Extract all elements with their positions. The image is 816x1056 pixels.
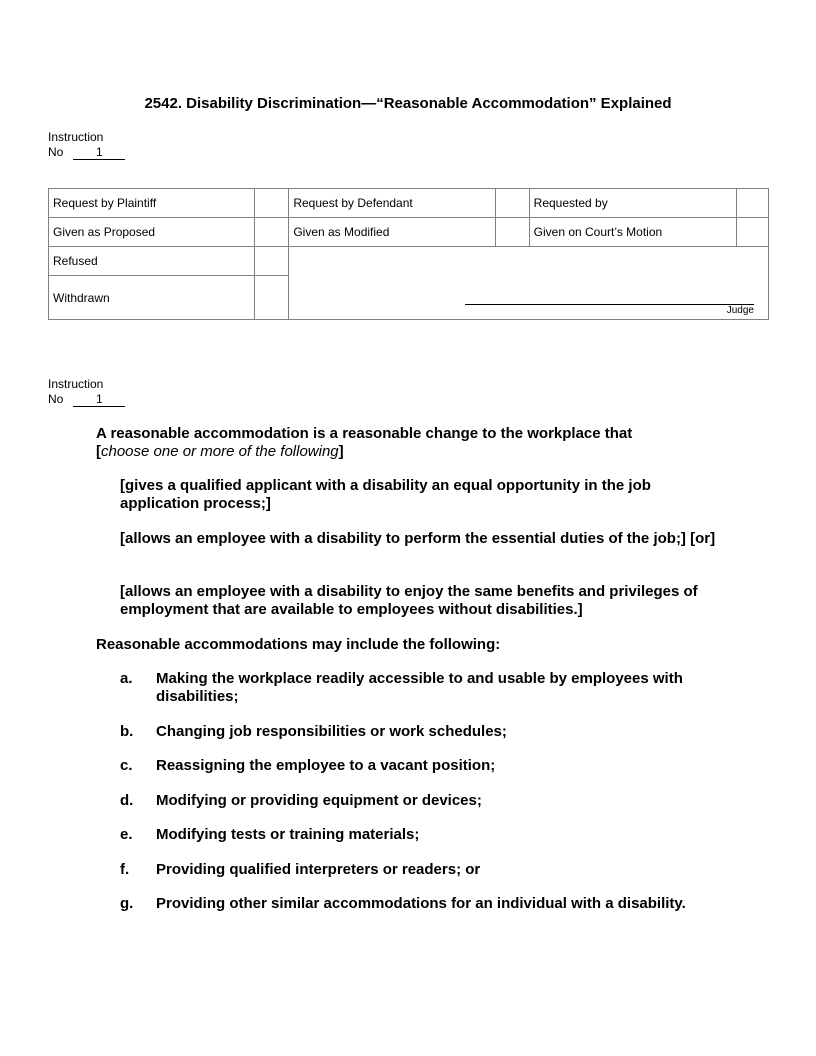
list-letter: g. xyxy=(120,895,134,912)
bracket-open: [ xyxy=(96,443,101,460)
list-text: Changing job responsibilities or work schedules; xyxy=(156,723,507,740)
instruction-label: Instruction xyxy=(48,130,104,144)
instruction-no-label: No xyxy=(48,392,64,406)
list-text: Modifying tests or training materials; xyxy=(156,826,420,843)
option-paragraph: [gives a qualified applicant with a disability an equal opportunity in the job application process;] xyxy=(120,477,651,512)
option-paragraph: [allows an employee with a disability to perform the essential duties of the job;] [or] xyxy=(120,530,716,547)
intro-paragraph xyxy=(96,425,726,461)
withdrawn-box[interactable] xyxy=(255,276,289,320)
request-table xyxy=(48,188,769,320)
bracket-close: ] xyxy=(338,443,344,460)
request-by-defendant-label: Request by Defendant xyxy=(289,189,495,218)
list-letter: c. xyxy=(120,757,133,774)
list-letter: b. xyxy=(120,723,134,740)
requested-by-label: Requested by xyxy=(529,189,736,218)
intro-text: A reasonable accommodation is a reasonable change to the workplace that xyxy=(96,425,633,442)
instruction-no-value: 1 xyxy=(73,392,125,407)
refused-label: Refused xyxy=(49,247,255,276)
list-text: Reassigning the employee to a vacant position; xyxy=(156,757,496,774)
request-by-defendant-box[interactable] xyxy=(495,189,529,218)
judge-signature-line[interactable] xyxy=(465,304,754,305)
list-intro: Reasonable accommodations may include the following: xyxy=(96,636,501,653)
list-text: Providing other similar accommodations for an individual with a disability. xyxy=(156,895,686,912)
list-letter: f. xyxy=(120,861,130,878)
page-title: 2542. Disability Discrimination—“Reasonable Accommodation” Explained xyxy=(144,95,672,112)
list-text: Making the workplace readily accessible to and usable by employees with disabilities; xyxy=(156,670,683,705)
instruction-no-value: 1 xyxy=(73,145,125,160)
list-letter: a. xyxy=(120,670,133,687)
given-as-modified-label: Given as Modified xyxy=(289,218,495,247)
given-as-modified-box[interactable] xyxy=(495,218,529,247)
given-on-courts-motion-label: Given on Court’s Motion xyxy=(529,218,736,247)
request-by-plaintiff-label: Request by Plaintiff xyxy=(49,189,255,218)
refused-box[interactable] xyxy=(255,247,289,276)
instruction-label: Instruction xyxy=(48,377,104,391)
choose-instruction: choose one or more of the following xyxy=(101,443,339,460)
instruction-number-top xyxy=(48,130,125,160)
list-letter: e. xyxy=(120,826,133,843)
instruction-number-bottom xyxy=(48,377,125,407)
instruction-no-label: No xyxy=(48,145,64,159)
list-letter: d. xyxy=(120,792,134,809)
given-as-proposed-label: Given as Proposed xyxy=(49,218,255,247)
option-paragraph: [allows an employee with a disability to enjoy the same benefits and privileges of employment that are available to employees without disabilities.] xyxy=(120,583,698,618)
judge-label: Judge xyxy=(726,305,754,316)
list-text: Modifying or providing equipment or devices; xyxy=(156,792,482,809)
given-as-proposed-box[interactable] xyxy=(255,218,289,247)
list-text: Providing qualified interpreters or readers; or xyxy=(156,861,481,878)
judge-signature-area xyxy=(289,247,769,320)
withdrawn-label: Withdrawn xyxy=(49,276,255,320)
given-on-courts-motion-box[interactable] xyxy=(736,218,768,247)
requested-by-box[interactable] xyxy=(736,189,768,218)
request-by-plaintiff-box[interactable] xyxy=(255,189,289,218)
